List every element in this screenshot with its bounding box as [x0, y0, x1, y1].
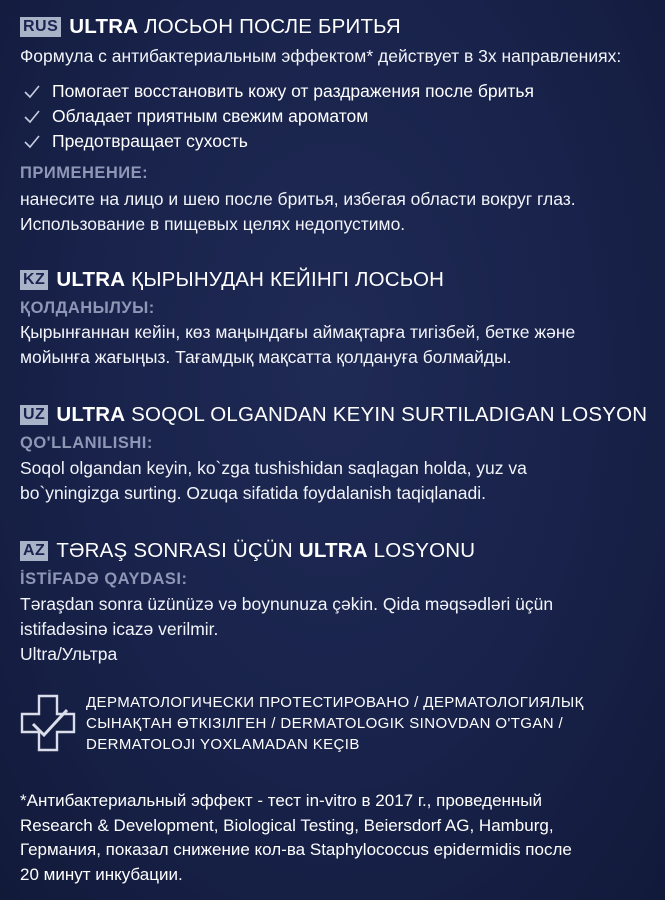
language-badge-kz: KZ	[20, 270, 48, 290]
product-name: TƏRAŞ SONRASI ÜÇÜN	[56, 539, 293, 562]
usage-heading-rus: ПРИМЕНЕНИЕ:	[20, 164, 149, 182]
product-name: SOQOL OLGANDAN KEYIN SURTILADIGAN LOSYON	[131, 403, 648, 426]
checkmark-icon	[24, 85, 40, 99]
section-title-az	[20, 538, 475, 564]
checkmark-icon	[24, 110, 40, 124]
usage-text-kz: Қырынғаннан кейін, көз маңындағы аймақтарға тигізбей, бетке және мойынға жағыңыз. Тағамдық мақсатта қолдануға болмайды.	[20, 322, 576, 367]
certification-text: ДЕРМАТОЛОГИЧЕСКИ ПРОТЕСТИРОВАНО / ДЕРМАТОЛОГИЯЛЫҚ СЫНАҚТАН ӨТКІЗІЛГЕН / DERMATOLOGIK SINOVDAN O'TGAN / DERMATOLOJI YOXLAMADAN KEÇIB	[86, 694, 584, 753]
benefit-list	[20, 79, 534, 154]
footnote: *Антибактериальный эффект - тест in-vitro в 2017 г., проведенный Research & Development, Biological Testing, Beiersdorf AG, Hamburg, Германия, показал снижение кол-ва Staphylococcus epidermidis после 20 минут инкубации.	[20, 791, 572, 884]
usage-heading-kz: ҚОЛДАНЫЛУЫ:	[20, 299, 155, 317]
usage-heading-az: İSTİFADƏ QAYDASI:	[20, 570, 188, 588]
product-name: ҚЫРЫНУДАН КЕЙІНГІ ЛОСЬОН	[131, 268, 445, 291]
brand-name: ULTRA	[56, 403, 126, 426]
brand-name: ULTRA	[298, 539, 368, 562]
brand-name: ULTRA	[56, 268, 126, 291]
language-badge-az: AZ	[20, 541, 48, 561]
benefit-text: Обладает приятным свежим ароматом	[52, 106, 369, 126]
section-title-uz	[20, 402, 647, 428]
dermatology-cross-check-icon	[20, 694, 76, 752]
usage-text-rus: нанесите на лицо и шею после бритья, избегая области вокруг глаз. Использование в пищевых целях недопустимо.	[20, 189, 576, 234]
language-badge-uz: UZ	[20, 405, 48, 425]
section-title-kz	[20, 267, 444, 293]
product-name-suffix: LOSYONU	[373, 539, 476, 562]
benefit-text: Помогает восстановить кожу от раздражения после бритья	[52, 81, 535, 101]
brand-line: Ultra/Ультра	[20, 644, 118, 664]
dermatology-certification	[20, 694, 584, 755]
section-title-rus	[20, 14, 401, 40]
language-badge-rus: RUS	[20, 17, 61, 37]
benefit-text: Предотвращает сухость	[52, 131, 248, 151]
usage-text-uz: Soqol olgandan keyin, ko`zga tushishidan saqlagan holda, yuz va bo`yningizga surting. Ozuqa sifatida foydalanish taqiqlanadi.	[20, 458, 527, 503]
benefit-item	[20, 79, 534, 104]
product-name: ЛОСЬОН ПОСЛЕ БРИТЬЯ	[144, 15, 401, 38]
benefit-item	[20, 129, 534, 154]
section-rus	[20, 14, 401, 40]
brand-name: ULTRA	[69, 15, 139, 38]
benefit-item	[20, 104, 534, 129]
usage-heading-uz: QO'LLANILISHI:	[20, 434, 153, 452]
intro-text: Формула с антибактериальным эффектом* действует в 3х направлениях:	[20, 46, 622, 66]
usage-text-az: Təraşdan sonra üzünüzə və boynunuza çəkin. Qida məqsədləri üçün istifadəsinə icazə verilmir. Ultra/Ультра	[20, 592, 553, 667]
checkmark-icon	[24, 135, 40, 149]
